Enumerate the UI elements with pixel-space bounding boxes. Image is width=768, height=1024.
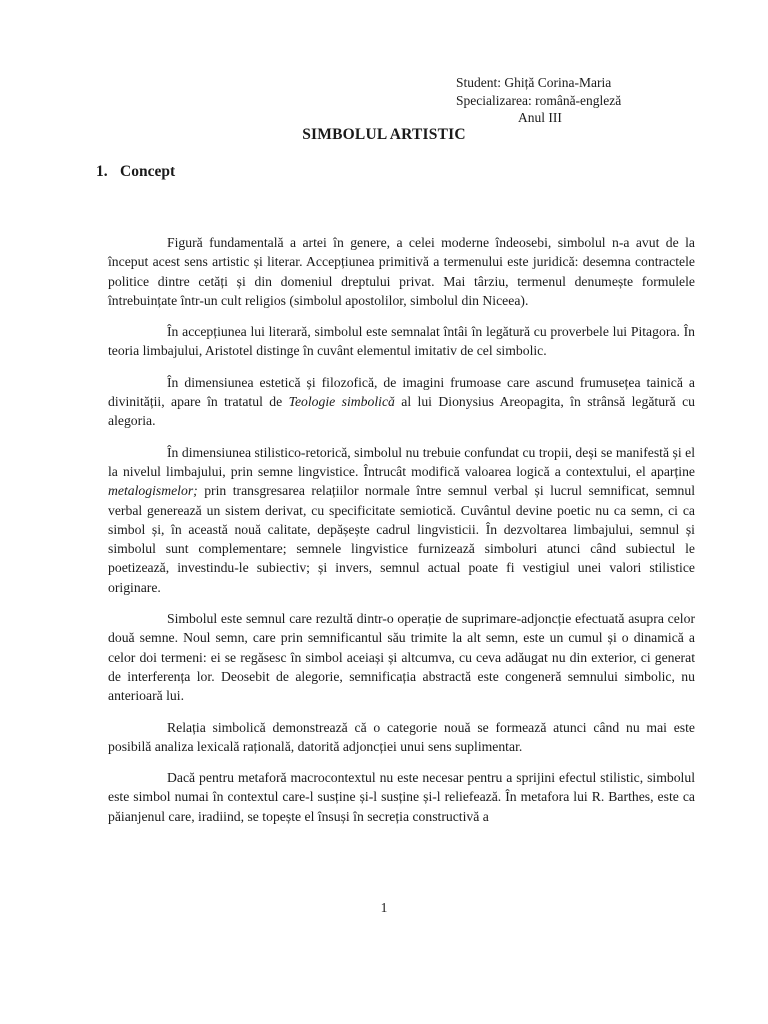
study-year: Anul III (518, 110, 562, 125)
text-run: al lui Dionysius Areopagita, în strânsă legătură cu alegoria. (108, 394, 695, 429)
section-number: 1. (96, 163, 108, 180)
specialization: Specializarea: română-engleză (456, 92, 622, 108)
paragraph: Figură fundamentală a artei în genere, a celei moderne îndeosebi, simbolul n-a avut de la început acest sens artistic și literar. Accepțiunea primitivă a termenului este juridică: desemna contractele politice dintre cetăți și din domeniul dreptului privat. Mai târziu, termenul denumește formulele întrebuințate într-un cult religios (simbolul apostolilor, simbolul din Niceea). (108, 235, 695, 308)
section-title: Concept (120, 163, 176, 180)
paragraph (108, 373, 695, 431)
paragraph: Simbolul este semnul care rezultă dintr-o operație de suprimare-adjoncție efectuată asupra celor două semne. Noul semn, care prin semnificantul său trimite la alt semn, este un cumul și o dinamică a celor doi termeni: ei se regăsesc în simbol aceiași și altcumva, cu ceva adăugat nu din exterior, ci generat de interferența lor. Deosebit de alegorie, semnificația abstractă este congeneră semnului simbolic, nu anterioară lui. (108, 611, 695, 704)
paragraph: Dacă pentru metaforă macrocontextul nu este necesar pentru a sprijini efectul stilistic, simbolul este simbol numai în contextul care-l susține și-l susține și-l reliefează. În metafora lui R. Barthes, este ca păianjenul care, iradiind, se topește el însuși în secreția constructivă a (108, 770, 695, 824)
student-name: Student: Ghiță Corina-Maria (456, 75, 612, 90)
italic-term: metalogismelor; (108, 483, 198, 499)
student-info-block (456, 74, 621, 127)
paragraph (108, 443, 695, 597)
paragraph: Relația simbolică demonstrează că o categorie nouă se formează atunci când nu mai este posibilă analiza lexicală rațională, datorită adjoncției unui sens suplimentar. (108, 719, 695, 754)
italic-term: Teologie simbolică (288, 394, 395, 410)
text-run: În dimensiunea stilistico-retorică, simbolul nu trebuie confundat cu tropii, deși se manifestă și el la nivelul limbajului, prin semne lingvistice. Întrucât modifică valoarea logică a contextului, el aparține (108, 444, 695, 479)
text-run: În dimensiunea estetică și filozofică, de imagini frumoase care ascund frumusețea tainică a divinității, apare în tratatul de (108, 374, 695, 410)
document-title: SIMBOLUL ARTISTIC (302, 126, 466, 143)
paragraph: În accepțiunea lui literară, simbolul este semnalat întâi în legătură cu proverbele lui Pitagora. În teoria limbajului, Aristotel distinge în cuvânt elementul imitativ de cel simbolic. (108, 324, 695, 359)
section-heading (96, 163, 175, 181)
body-text (108, 233, 695, 838)
page-number: 1 (380, 900, 388, 915)
text-run: prin transgresarea relațiilor normale între semnul verbal și lucrul semnificat, semnul verbal generează un sistem derivat, cu specificitate semiotică. Cuvântul devine poetic nu ca semn, ci ca simbol și, în această nouă calitate, depășește cadrul lingvisticii. În dezvoltarea limbajului, semnul și simbolul sunt complementare; semnele lingvistice furnizează simboluri atunci când subiectul le poetizează, investindu-le subiectiv; și invers, semnul actual poate fi vestigiul unei valori stilistice originare. (108, 483, 695, 595)
